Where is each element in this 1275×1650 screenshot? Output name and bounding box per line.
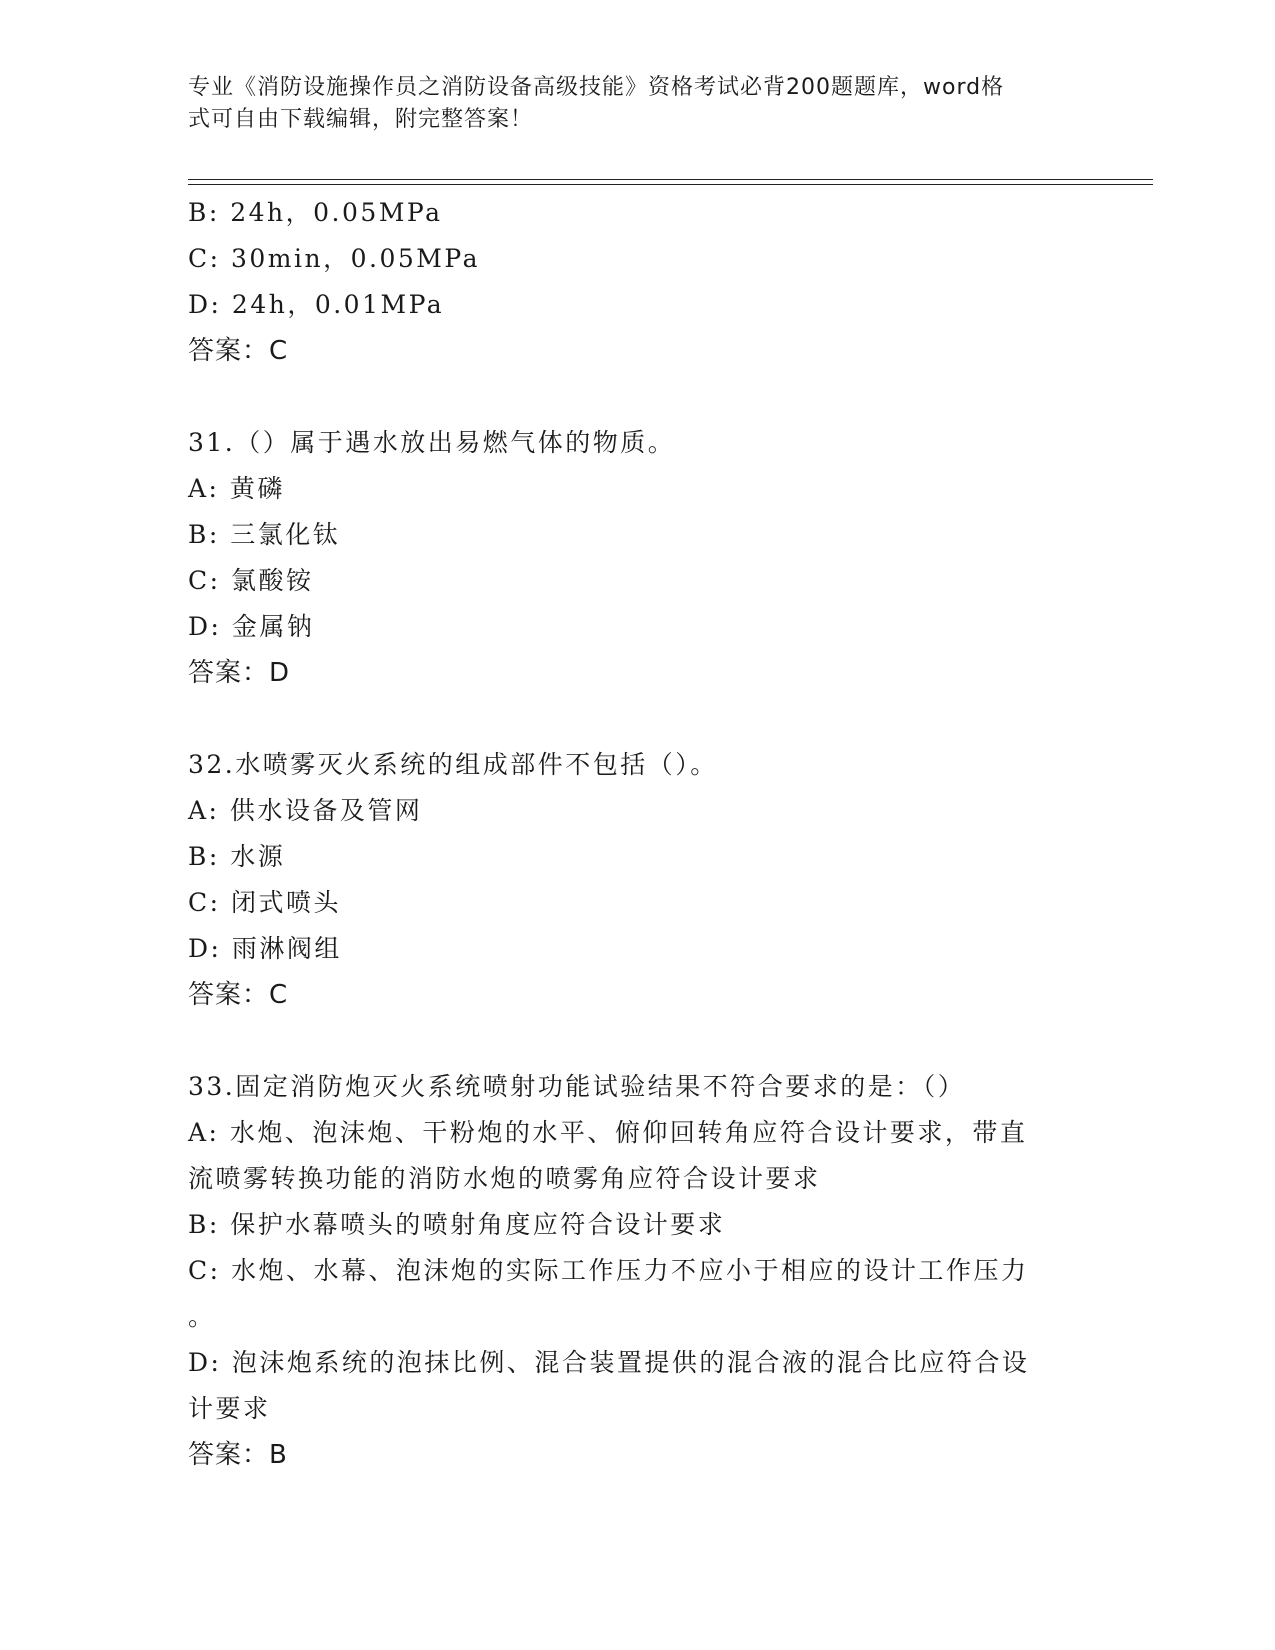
option-d-line-2: 计要求 bbox=[188, 1394, 271, 1423]
question-list bbox=[188, 190, 1078, 1478]
header-intro-line-2: 式可自由下载编辑，附完整答案！ bbox=[188, 107, 534, 132]
spacer bbox=[188, 696, 1078, 742]
option-a: A: 黄磷 bbox=[188, 474, 285, 503]
answer-line: 答案：D bbox=[188, 658, 291, 688]
question-30-tail bbox=[188, 190, 1078, 374]
question-stem: 31.（）属于遇水放出易燃气体的物质。 bbox=[188, 428, 676, 457]
option-c: C: 闭式喷头 bbox=[188, 888, 341, 917]
question-stem: 33.固定消防炮灭火系统喷射功能试验结果不符合要求的是：（） bbox=[188, 1072, 966, 1101]
question-stem: 32.水喷雾灭火系统的组成部件不包括（）。 bbox=[188, 750, 718, 779]
option-d: D: 雨淋阀组 bbox=[188, 934, 342, 963]
header-divider-bottom bbox=[188, 184, 1153, 185]
option-c-line-1: C: 水炮、水幕、泡沫炮的实际工作压力不应小于相应的设计工作压力 bbox=[188, 1256, 1029, 1285]
answer-line: 答案：C bbox=[188, 980, 289, 1010]
option-d: D: 24h，0.01MPa bbox=[188, 290, 445, 319]
option-a: A: 供水设备及管网 bbox=[188, 796, 423, 825]
option-c-line-2: 。 bbox=[188, 1302, 216, 1331]
answer-line: 答案：B bbox=[188, 1440, 288, 1470]
question-32 bbox=[188, 742, 1078, 1018]
question-31 bbox=[188, 420, 1078, 696]
header-intro-line-1: 专业《消防设施操作员之消防设备高级技能》资格考试必背200题题库，word格 bbox=[188, 75, 1005, 100]
option-c: C: 30min，0.05MPa bbox=[188, 244, 480, 273]
answer-line: 答案：C bbox=[188, 336, 289, 366]
spacer bbox=[188, 1018, 1078, 1064]
spacer bbox=[188, 374, 1078, 420]
option-d-line-1: D: 泡沫炮系统的泡抹比例、混合装置提供的混合液的混合比应符合设 bbox=[188, 1348, 1030, 1377]
document-header bbox=[188, 72, 1073, 136]
question-33 bbox=[188, 1064, 1078, 1478]
option-b: B: 保护水幕喷头的喷射角度应符合设计要求 bbox=[188, 1210, 726, 1239]
option-a-line-2: 流喷雾转换功能的消防水炮的喷雾角应符合设计要求 bbox=[188, 1164, 821, 1193]
option-b: B: 水源 bbox=[188, 842, 286, 871]
option-a-line-1: A: 水炮、泡沫炮、干粉炮的水平、俯仰回转角应符合设计要求，带直 bbox=[188, 1118, 1028, 1147]
option-b: B: 三氯化钛 bbox=[188, 520, 341, 549]
option-c: C: 氯酸铵 bbox=[188, 566, 314, 595]
header-divider-top bbox=[188, 179, 1153, 180]
option-d: D: 金属钠 bbox=[188, 612, 315, 641]
option-b: B: 24h，0.05MPa bbox=[188, 198, 443, 227]
